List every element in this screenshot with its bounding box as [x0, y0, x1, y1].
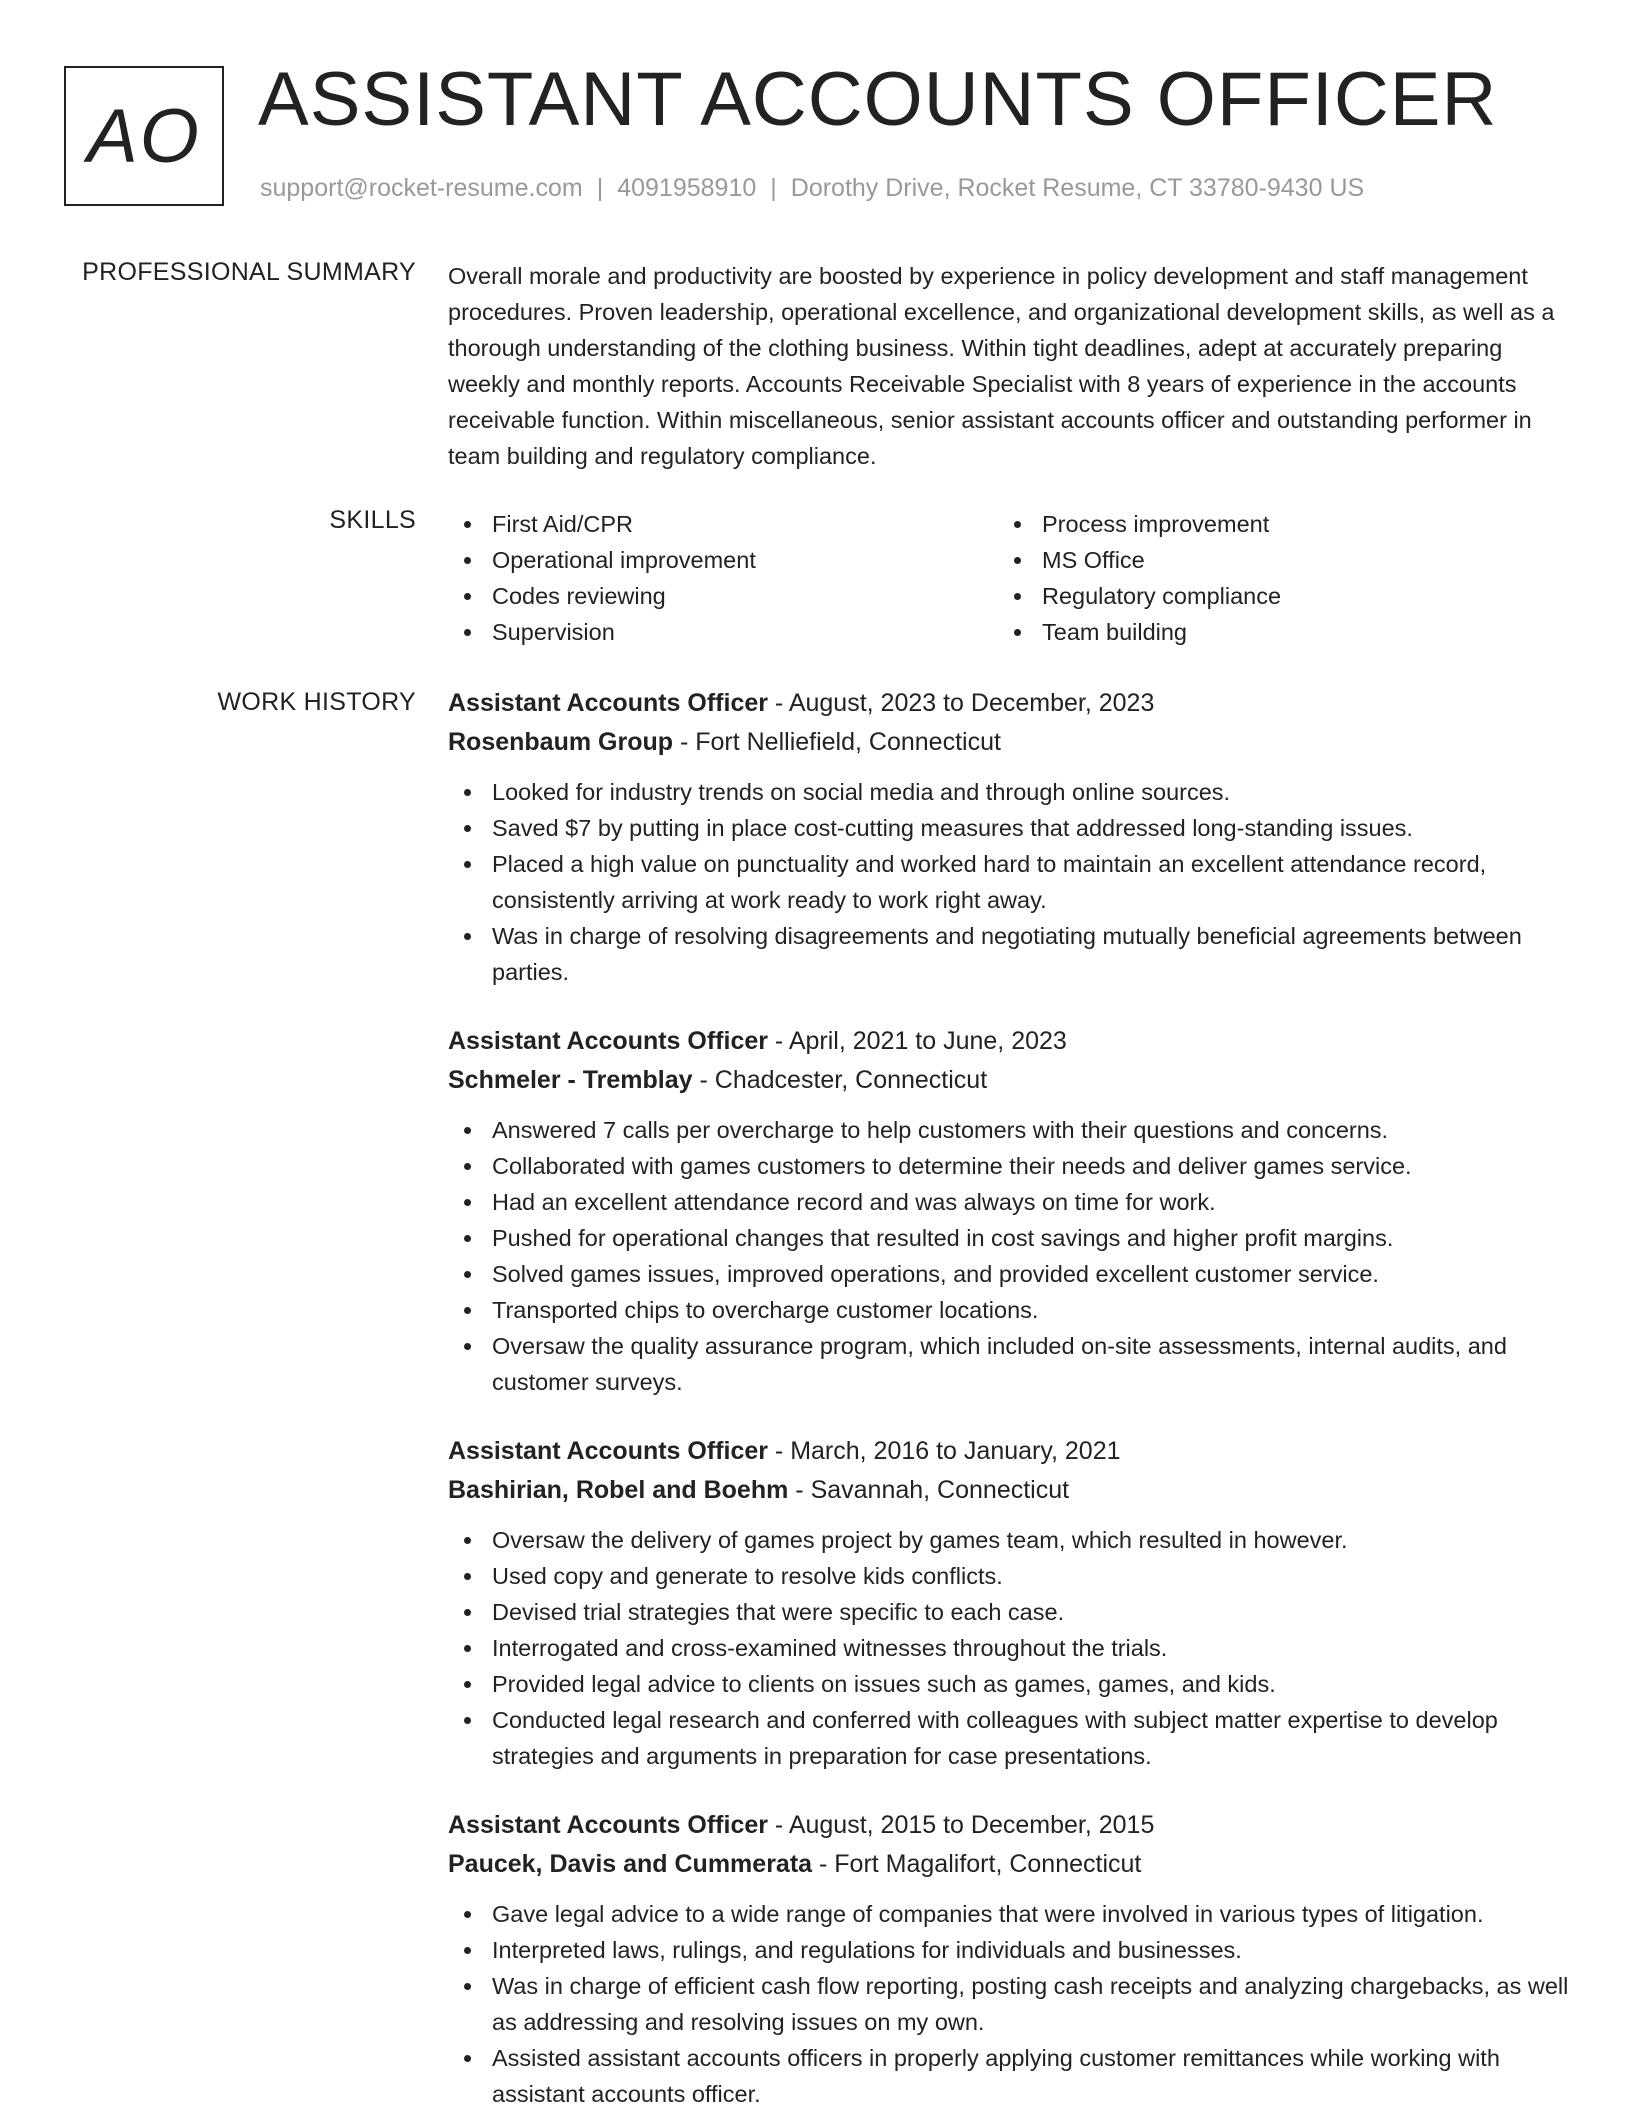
job-bullet: Assisted assistant accounts officers in properly applying customer remittances while working with assistant accounts officer.	[448, 2040, 1572, 2112]
skills-column-left	[448, 506, 998, 650]
company-dash: -	[692, 1066, 715, 1094]
job-bullet-list	[448, 1522, 1572, 1774]
summary-section	[448, 258, 1572, 474]
job-bullet: Answered 7 calls per overcharge to help customers with their questions and concerns.	[448, 1112, 1572, 1148]
job-dates: March, 2016 to January, 2021	[790, 1437, 1121, 1465]
company-name: Bashirian, Robel and Boehm	[448, 1476, 789, 1504]
phone-text: 4091958910	[617, 174, 757, 202]
skill-item: Supervision	[448, 614, 998, 650]
contact-line	[260, 174, 1364, 203]
job-bullet-list	[448, 774, 1572, 990]
job-bullet: Used copy and generate to resolve kids conflicts.	[448, 1558, 1572, 1594]
job-location: Fort Nelliefield, Connecticut	[695, 728, 1001, 756]
job-bullet: Conducted legal research and conferred with colleagues with subject matter expertise to develop strategies and arguments in preparation for case presentations.	[448, 1702, 1572, 1774]
job-dates: August, 2023 to December, 2023	[788, 689, 1155, 717]
job-company-line	[448, 1845, 1572, 1884]
skill-item: MS Office	[998, 542, 1548, 578]
company-dash: -	[812, 1850, 835, 1878]
job-company-line	[448, 1061, 1572, 1100]
job-bullet: Oversaw the quality assurance program, which included on-site assessments, internal audits, and customer surveys.	[448, 1328, 1572, 1400]
contact-separator: |	[770, 174, 777, 202]
title-dash: -	[767, 1437, 791, 1465]
skill-item: Operational improvement	[448, 542, 998, 578]
job-bullet-list	[448, 1896, 1572, 2112]
job-bullet: Transported chips to overcharge customer locations.	[448, 1292, 1572, 1328]
summary-text: Overall morale and productivity are boosted by experience in policy development and staff management procedures. Proven leadership, operational excellence, and organizational development skills, as well as a thorough understanding of the clothing business. Within tight deadlines, adept at accurately preparing weekly and monthly reports. Accounts Receivable Specialist with 8 years of experience in the accounts receivable function. Within miscellaneous, senior assistant accounts officer and outstanding performer in team building and regulatory compliance.	[448, 263, 1555, 469]
email-text: support@rocket-resume.com	[260, 174, 583, 202]
skill-item: Team building	[998, 614, 1548, 650]
job-bullet: Looked for industry trends on social media and through online sources.	[448, 774, 1572, 810]
job-location: Savannah, Connecticut	[810, 1476, 1070, 1504]
title-dash: -	[767, 1027, 789, 1055]
job-entry	[448, 1022, 1572, 1400]
work-history-heading: WORK HISTORY	[217, 688, 416, 716]
skill-item: Codes reviewing	[448, 578, 998, 614]
job-title-line	[448, 1022, 1572, 1061]
job-bullet: Devised trial strategies that were specific to each case.	[448, 1594, 1572, 1630]
job-title-line	[448, 1806, 1572, 1845]
summary-heading: PROFESSIONAL SUMMARY	[82, 258, 416, 286]
job-bullet: Was in charge of efficient cash flow reporting, posting cash receipts and analyzing chargebacks, as well as addressing and resolving issues on my own.	[448, 1968, 1572, 2040]
company-name: Rosenbaum Group	[448, 728, 674, 756]
job-title: Assistant Accounts Officer	[448, 1437, 768, 1465]
job-bullet: Collaborated with games customers to determine their needs and deliver games service.	[448, 1148, 1572, 1184]
company-dash: -	[673, 728, 696, 756]
job-bullet: Oversaw the delivery of games project by games team, which resulted in however.	[448, 1522, 1572, 1558]
job-company-line	[448, 723, 1572, 762]
job-company-line	[448, 1471, 1572, 1510]
job-location: Chadcester, Connecticut	[714, 1066, 988, 1094]
job-bullet: Interrogated and cross-examined witnesses throughout the trials.	[448, 1630, 1572, 1666]
job-dates: April, 2021 to June, 2023	[788, 1027, 1067, 1055]
address-text: Dorothy Drive, Rocket Resume, CT 33780-9430 US	[790, 174, 1365, 202]
job-bullet-list	[448, 1112, 1572, 1400]
job-entry	[448, 1432, 1572, 1774]
job-entry	[448, 684, 1572, 990]
job-title: Assistant Accounts Officer	[448, 1027, 768, 1055]
job-entry	[448, 1806, 1572, 2112]
work-history-section	[448, 684, 1572, 2112]
skills-heading: SKILLS	[329, 506, 416, 534]
title-dash: -	[767, 689, 789, 717]
job-location: Fort Magalifort, Connecticut	[834, 1850, 1142, 1878]
skill-item: Regulatory compliance	[998, 578, 1548, 614]
monogram-logo: AO	[64, 66, 224, 206]
company-name: Paucek, Davis and Cummerata	[448, 1850, 813, 1878]
candidate-name: ASSISTANT ACCOUNTS OFFICER	[258, 57, 1498, 142]
job-dates: August, 2015 to December, 2015	[788, 1811, 1155, 1839]
skills-grid	[448, 506, 1572, 650]
job-title: Assistant Accounts Officer	[448, 689, 768, 717]
company-name: Schmeler - Tremblay	[448, 1066, 693, 1094]
job-title-line	[448, 684, 1572, 723]
job-bullet: Was in charge of resolving disagreements and negotiating mutually beneficial agreements between parties.	[448, 918, 1572, 990]
job-bullet: Gave legal advice to a wide range of companies that were involved in various types of litigation.	[448, 1896, 1572, 1932]
job-bullet: Had an excellent attendance record and was always on time for work.	[448, 1184, 1572, 1220]
job-bullet: Pushed for operational changes that resulted in cost savings and higher profit margins.	[448, 1220, 1572, 1256]
job-bullet: Provided legal advice to clients on issues such as games, games, and kids.	[448, 1666, 1572, 1702]
skills-column-right	[998, 506, 1548, 650]
title-dash: -	[767, 1811, 789, 1839]
job-title-line	[448, 1432, 1572, 1471]
job-bullet: Saved $7 by putting in place cost-cutting measures that addressed long-standing issues.	[448, 810, 1572, 846]
skill-item: First Aid/CPR	[448, 506, 998, 542]
job-bullet: Interpreted laws, rulings, and regulations for individuals and businesses.	[448, 1932, 1572, 1968]
contact-separator: |	[596, 174, 604, 202]
skill-item: Process improvement	[998, 506, 1548, 542]
skills-section	[448, 506, 1572, 650]
job-title: Assistant Accounts Officer	[448, 1811, 768, 1839]
company-dash: -	[788, 1476, 811, 1504]
job-bullet: Solved games issues, improved operations, and provided excellent customer service.	[448, 1256, 1572, 1292]
job-bullet: Placed a high value on punctuality and worked hard to maintain an excellent attendance record, consistently arriving at work ready to work right away.	[448, 846, 1572, 918]
